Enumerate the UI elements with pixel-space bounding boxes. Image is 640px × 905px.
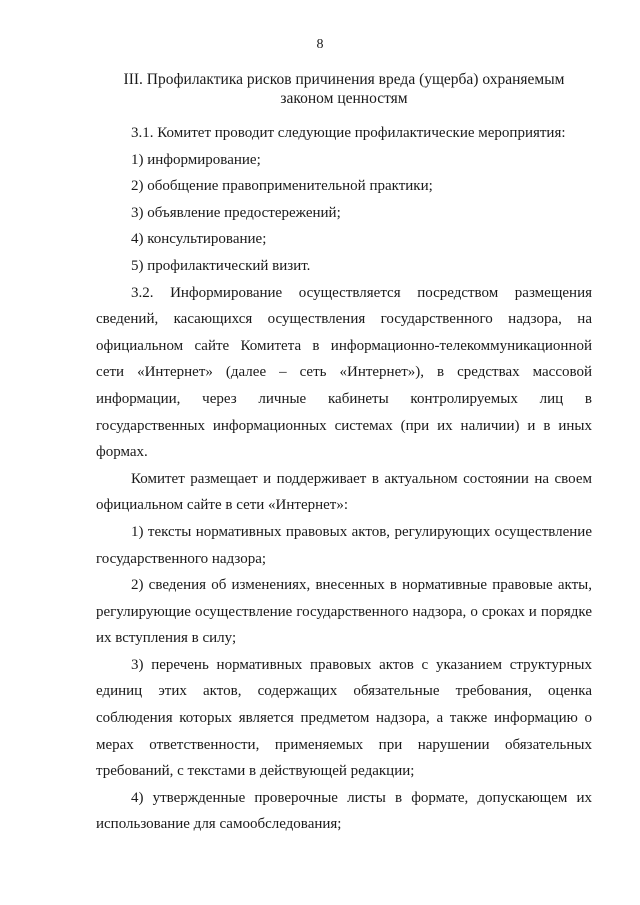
section-heading: III. Профилактика рисков причинения вреда (ущерба) охраняемым законом ценностям (123, 71, 565, 107)
published-item-2: 2) сведения об изменениях, внесенных в нормативные правовые акты, регулирующие осуществление государственного надзора, о сроках и порядке их вступления в силу; (96, 577, 592, 647)
page-number: 8 (316, 37, 324, 52)
measure-item-5: 5) профилактический визит. (131, 257, 311, 274)
measure-item-4: 4) консультирование; (131, 231, 267, 248)
measure-item-3: 3) объявление предостережений; (131, 204, 341, 221)
measure-item-2: 2) обобщение правоприменительной практики; (131, 178, 433, 195)
paragraph-3-1: 3.1. Комитет проводит следующие профилактические мероприятия: (131, 125, 566, 141)
document-body (96, 120, 592, 838)
paragraph-3-2: 3.2. Информирование осуществляется посредством размещения сведений, касающихся осуществления государственного надзора, на официальном сайте Комитета в информационно-телекоммуникационной сети «Интернет» (далее – сеть «Интернет»), в средствах массовой информации, через личные кабинеты контролируемых лиц в государственных информационных системах (при их наличии) и в иных формах. (96, 284, 592, 461)
published-item-1: 1) тексты нормативных правовых актов, регулирующих осуществление государственного надзора; (96, 523, 592, 567)
published-item-3: 3) перечень нормативных правовых актов с указанием структурных единиц этих актов, содержащих обязательные требования, оценка соблюдения которых является предметом надзора, а также информацию о мерах ответственности, применяемых при нарушении обязательных требований, с текстами в действующей редакции; (96, 656, 592, 780)
measure-item-1: 1) информирование; (131, 151, 261, 168)
published-item-4: 4) утвержденные проверочные листы в формате, допускающем их использование для самообследования; (96, 789, 592, 833)
paragraph-committee: Комитет размещает и поддерживает в актуальном состоянии на своем официальном сайте в сети «Интернет»: (96, 470, 592, 514)
